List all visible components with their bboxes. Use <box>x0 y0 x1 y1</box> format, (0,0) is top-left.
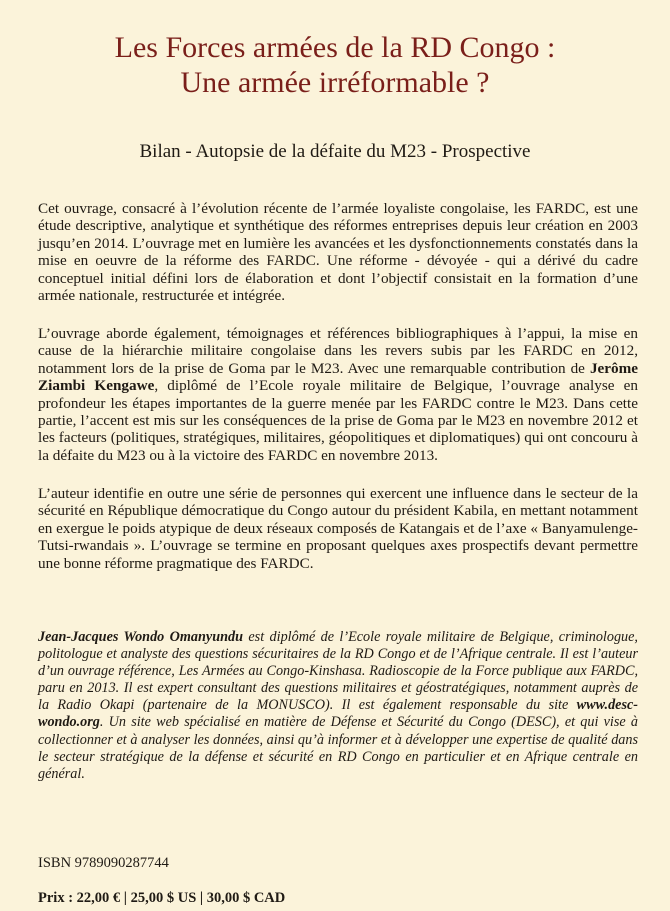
summary-paragraph-2-lead: L’ouvrage aborde également, témoignages et références bibliographiques à l’appui, la mise en cause de la hiérarchie militaire congolaise dans les revers subis par les FARDC en 2012, notamment lors de la prise de Goma par le M23. Avec une remarquable contribution de <box>38 325 638 377</box>
book-title <box>0 30 670 100</box>
book-title-line-2: Une armée irréformable ? <box>180 66 490 99</box>
summary-paragraph-1: Cet ouvrage, consacré à l’évolution récente de l’armée loyaliste congolaise, les FARDC, est une étude descriptive, analytique et synthétique des réformes entreprises depuis leur création en 2003 jusqu’en 2014. L’ouvrage met en lumière les avancées et les dysfonctionnements constatés dans la mise en oeuvre de la réforme des FARDC. Une réforme - dévoyée - qui a dérivé du cadre conceptuel initial défini lors de élaboration et dont l’objectif consistait en la formation d’une armée nationale, restructurée et intégrée. <box>38 200 638 305</box>
author-website: www.desc-wondo.org <box>38 697 638 731</box>
contributor-name: Jerôme Ziambi Kengawe <box>38 359 638 395</box>
author-bio <box>38 629 638 783</box>
summary-paragraph-2 <box>38 325 638 464</box>
isbn: ISBN 9789090287744 <box>38 855 169 871</box>
summary-paragraph-2-rest: , diplômé de l’Ecole royale militaire de Belgique, l’ouvrage analyse en profondeur les étapes importantes de la guerre menée par les FARDC contre le M23. Dans cette partie, l’accent est mis sur les conséquences de la prise de Goma par le M23 en novembre 2012 et les facteurs (politiques, stratégiques, militaires, géopolitiques et diplomatiques) qui ont concouru à la défaite du M23 ou à la victoire des FARDC en novembre 2013. <box>38 377 638 464</box>
author-name: Jean-Jacques Wondo Omanyundu <box>38 629 243 645</box>
book-subtitle: Bilan - Autopsie de la défaite du M23 - Prospective <box>139 141 531 162</box>
author-bio-text-end: . Un site web spécialisé en matière de Défense et Sécurité du Congo (DESC), et qui vise à collectionner et à analyser les données, ainsi qu’à informer et à développer une expertise de qualité dans le secteur stratégique de la défense et sécurité en RD Congo en particulier et en Afrique centrale en général. <box>38 714 638 782</box>
summary-paragraph-3: L’auteur identifie en outre une série de personnes qui exercent une influence dans le secteur de la sécurité en République démocratique du Congo autour du président Kabila, en mettant notamment en exergue le poids atypique de deux réseaux composés de Katangais et de l’axe « Banyamulenge-Tutsi-rwandais ». L’ouvrage se termine en proposant quelques axes prospectifs devant permettre une bonne réforme pragmatique des FARDC. <box>38 485 638 572</box>
book-title-line-1: Les Forces armées de la RD Congo : <box>114 31 556 64</box>
price: Prix : 22,00 € | 25,00 $ US | 30,00 $ CAD <box>38 890 286 906</box>
author-bio-text: est diplômé de l’Ecole royale militaire de Belgique, criminologue, politologue et analyste des questions sécuritaires de la RD Congo et de l’Afrique centrale. Il est l’auteur d’un ouvrage référence, Les Armées au Congo-Kinshasa. Radioscopie de la Force publique aux FARDC, paru en 2013. Il est expert consultant des questions militaires et géostratégiques, notamment auprès de la Radio Okapi (partenaire de la MONUSCO). Il est également responsable du site <box>38 629 638 714</box>
